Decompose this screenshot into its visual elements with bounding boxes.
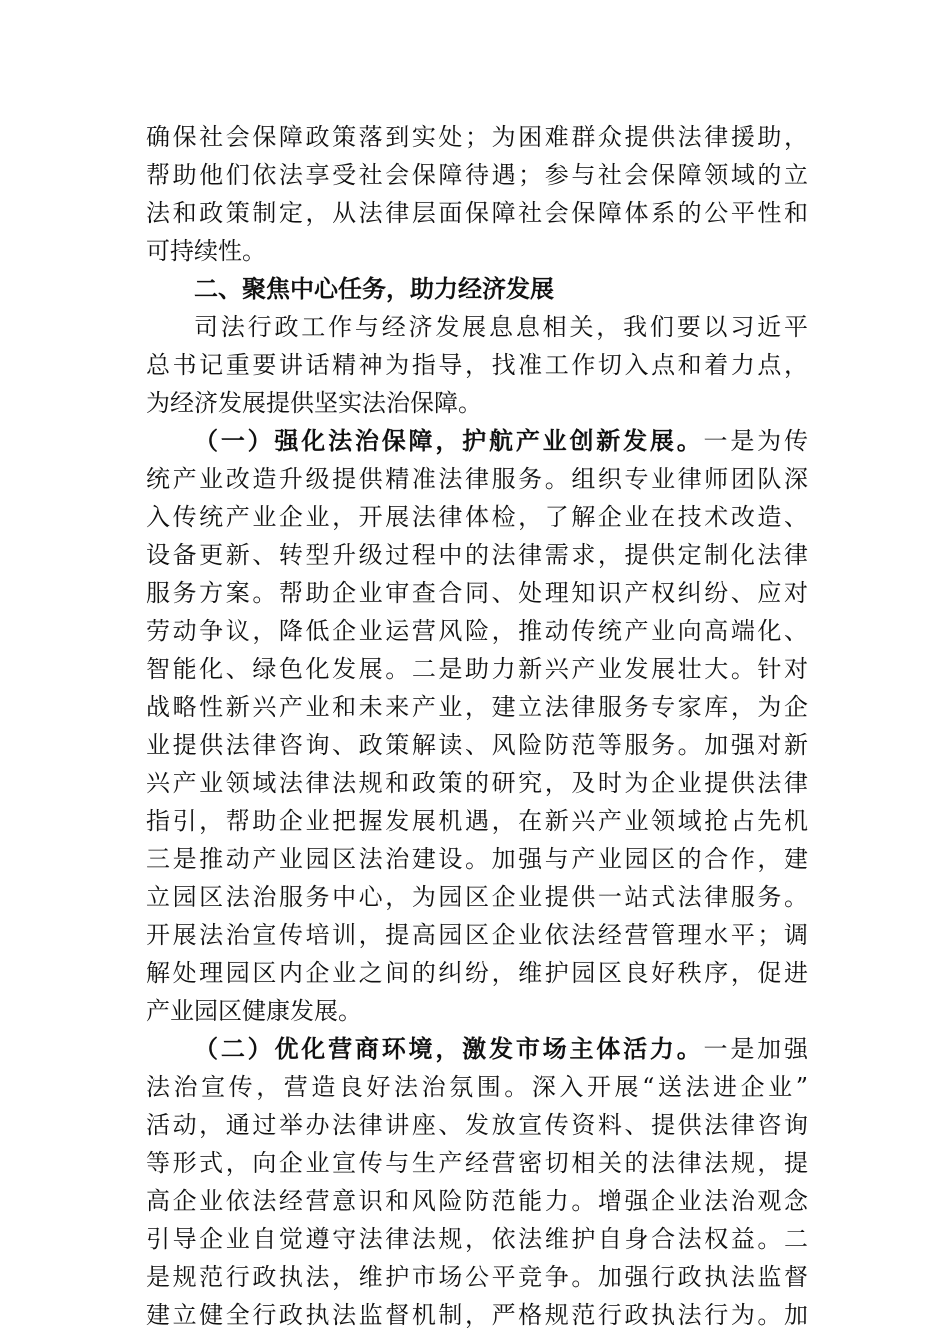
paragraph-line: 统产业改造升级提供精准法律服务。组织专业律师团队深 bbox=[146, 465, 808, 493]
paragraph-line: 解处理园区内企业之间的纠纷，维护园区良好秩序，促进 bbox=[146, 959, 808, 987]
paragraph-line: 建立健全行政执法监督机制，严格规范行政执法行为。加 bbox=[146, 1301, 808, 1329]
paragraph-line: 司法行政工作与经济发展息息相关，我们要以习近平 bbox=[194, 313, 808, 341]
subsection-title-2: （二）优化营商环境，激发市场主体活力。 bbox=[194, 1034, 704, 1063]
paragraph-line: 指引，帮助企业把握发展机遇，在新兴产业领域抢占先机 bbox=[146, 807, 808, 835]
paragraph-line: 三是推动产业园区法治建设。加强与产业园区的合作，建 bbox=[146, 845, 808, 873]
paragraph-line: 确保社会保障政策落到实处；为困难群众提供法律援助， bbox=[146, 123, 808, 151]
paragraph-line: 立园区法治服务中心，为园区企业提供一站式法律服务。 bbox=[146, 883, 808, 911]
subsection-text-1: 一是为传 bbox=[703, 427, 809, 455]
paragraph-line: 智能化、绿色化发展。二是助力新兴产业发展壮大。针对 bbox=[146, 655, 808, 683]
paragraph-line: 兴产业领域法律法规和政策的研究，及时为企业提供法律 bbox=[146, 769, 808, 797]
paragraph-line: 帮助他们依法享受社会保障待遇；参与社会保障领域的立 bbox=[146, 161, 808, 189]
paragraph-line: 活动，通过举办法律讲座、发放宣传资料、提供法律咨询 bbox=[146, 1111, 808, 1139]
subsection-line-1 bbox=[194, 421, 808, 461]
subsection-title-1: （一）强化法治保障，护航产业创新发展。 bbox=[194, 426, 704, 455]
paragraph-line: 设备更新、转型升级过程中的法律需求，提供定制化法律 bbox=[146, 541, 808, 569]
paragraph-line: 产业园区健康发展。 bbox=[146, 997, 362, 1025]
section-heading: 二、聚焦中心任务，助力经济发展 bbox=[194, 275, 554, 303]
paragraph-line: 服务方案。帮助企业审查合同、处理知识产权纠纷、应对 bbox=[146, 579, 808, 607]
paragraph-line: 为经济发展提供坚实法治保障。 bbox=[146, 389, 482, 417]
paragraph-line: 法治宣传，营造良好法治氛围。深入开展“送法进企业” bbox=[146, 1073, 808, 1101]
subsection-text-2: 一是加强 bbox=[703, 1035, 809, 1063]
paragraph-line: 可持续性。 bbox=[146, 237, 266, 265]
paragraph-line: 开展法治宣传培训，提高园区企业依法经营管理水平；调 bbox=[146, 921, 808, 949]
paragraph-line: 法和政策制定，从法律层面保障社会保障体系的公平性和 bbox=[146, 199, 808, 227]
paragraph-line: 引导企业自觉遵守法律法规，依法维护自身合法权益。二 bbox=[146, 1225, 808, 1253]
paragraph-line: 总书记重要讲话精神为指导，找准工作切入点和着力点， bbox=[146, 351, 808, 379]
paragraph-line: 高企业依法经营意识和风险防范能力。增强企业法治观念 bbox=[146, 1187, 808, 1215]
paragraph-line: 战略性新兴产业和未来产业，建立法律服务专家库，为企 bbox=[146, 693, 808, 721]
subsection-line-2 bbox=[194, 1029, 808, 1069]
paragraph-line: 等形式，向企业宣传与生产经营密切相关的法律法规，提 bbox=[146, 1149, 808, 1177]
paragraph-line: 入传统产业企业，开展法律体检，了解企业在技术改造、 bbox=[146, 503, 808, 531]
paragraph-line: 是规范行政执法，维护市场公平竞争。加强行政执法监督 bbox=[146, 1263, 808, 1291]
paragraph-line: 劳动争议，降低企业运营风险，推动传统产业向高端化、 bbox=[146, 617, 808, 645]
paragraph-line: 业提供法律咨询、政策解读、风险防范等服务。加强对新 bbox=[146, 731, 808, 759]
